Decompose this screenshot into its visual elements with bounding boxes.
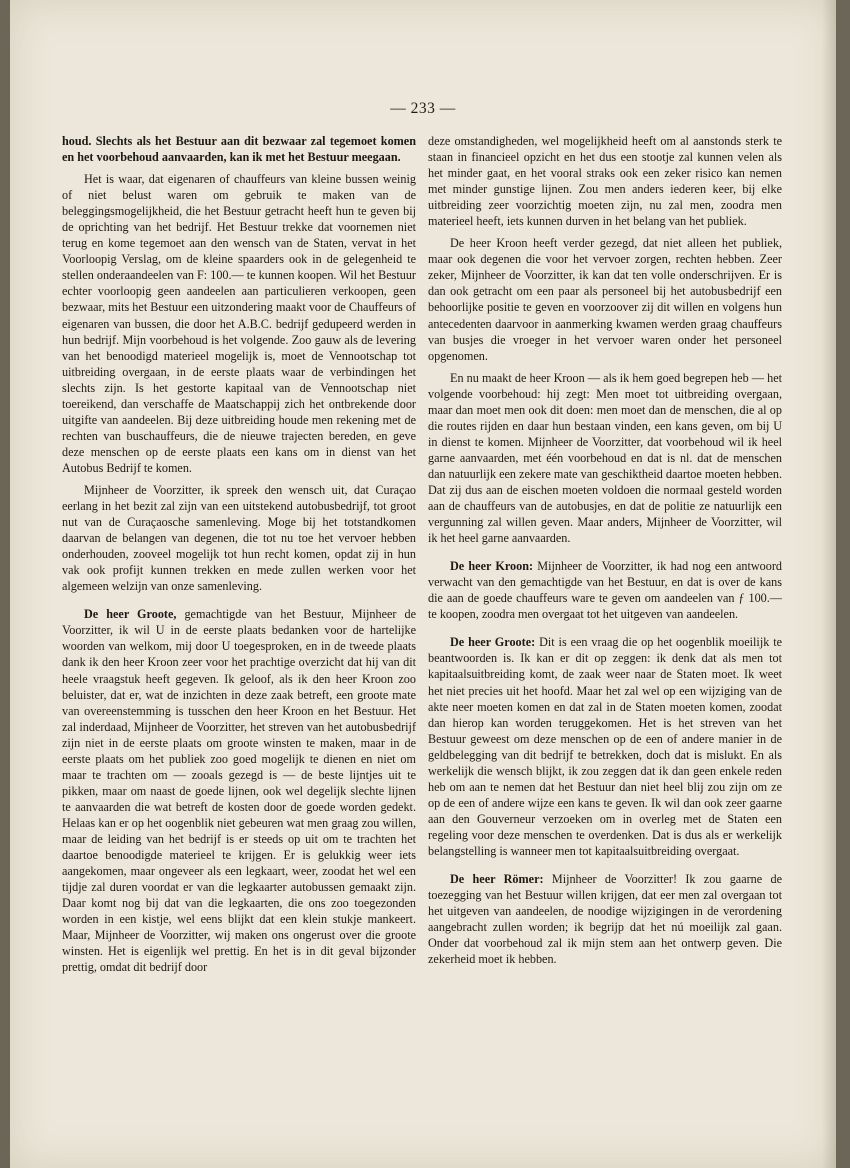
- paragraph-text: gemachtigde van het Bestuur, Mijnheer de Voorzitter, ik wil U in de eerste plaats bedanken voor de hartelijke woorden van welkom, mij door U toegesproken, en in de tweede plaats dank ik den heer Kroon zeer voor het prachtige overzicht dat hij van dit heele vraagstuk heeft gegeven. Ik geloof, als ik den heer Kroon zoo beluister, dat er, wat de inzichten in deze zaak betreft, een groote mate van overeenstemming is tusschen den heer Kroon en het Bestuur. Het zal inderdaad, Mijnheer de Voorzitter, het streven van het autobusbedrijf zijn niet in de eerste plaats om groote winsten te maken, maar in de eerste plaats om het publiek zoo goed mogelijk te dienen en niet om maar te trachten om — zooals gezegd is — de beste lijntjes uit te pikken, maar om naast de goede lijnen, ook wel degelijk slechte lijnen te aanvaarden die wat betreft de kosten door de goede worden gedekt. Helaas kan er op het oogenblik niet gebeuren wat men graag zou willen, maar de leiding van het bedrijf is er steeds op uit om te trachten het daartoe benoodigde materieel te krijgen. Er is gelukkig weer iets aangekomen, maar ongeveer als een legkaart, weer, zoodat het wel een tijdje zal duren voordat er van die legkaarter autobussen gemaakt zijn. Daar komt nog bij dat van die legkaarten, die ons zoo toegezonden worden in een kistje, wel eens blijkt dat een klein stukje mankeert. Maar, Mijnheer de Voorzitter, wij maken ons ongerust over die groote winsten. Het is eigenlijk wel prettig. En het is in dit geval bijzonder prettig, omdat dit bedrijf door: [62, 607, 417, 975]
- speaker-name: De heer Groote:: [450, 635, 536, 650]
- paragraph-text: Mijnheer de Voorzitter! Ik zou gaarne de toezegging van het Bestuur willen krijgen, dat eer men zal overgaan tot het uitgeven van aandeelen, de noodige wijzigingen in de verordening aangebracht zullen worden; ik begrijp dat het nú moeilijk zal gaan. Onder dat voorbehoud zal ik mijn stem aan het ontwerp geven. Die zekerheid moet ik hebben.: [428, 872, 782, 967]
- paragraph: deze omstandigheden, wel mogelijkheid heeft om al aanstonds sterk te staan in financieel opzicht en het dus een stootje zal kunnen velen als het minder gaat, en het vooral straks ook een zeker risico kan nemen met minder gunstige lijnen. Zou men anders iederen keer, bij elke uitbreiding zeer voorzichtig moeten zijn, nu zal men, zoodra men materieel heeft, iets kunnen durven in het belang van het publiek.: [428, 134, 782, 229]
- paragraph: En nu maakt de heer Kroon — als ik hem goed begrepen heb — het volgende voorbehoud: hij zegt: Men moet tot uitbreiding overgaan, maar dan moet men ook dit doen: men moet dan de menschen, die al op die routes rijden en daar hun bestaan vinden, een kans geven, om bij U in dienst te komen. Mijnheer de Voorzitter, dat voorbehoud wil ik heel garne aanvaarden, met één voorbehoud en dat is nl. dat de menschen dan natuurlijk een zekere mate van geschiktheid daartoe moeten hebben. Dat zij dus aan de eischen moeten voldoen die normaal gesteld worden aan de chauffeurs van de autobusjes, en dat de politie ze natuurlijk een vergunning zal willen geven. Maar anders, Mijnheer de Voorzitter, wil ik het heel garne aanvaarden.: [428, 370, 782, 546]
- speaker-name: De heer Römer:: [450, 872, 544, 887]
- paragraph: De heer Kroon heeft verder gezegd, dat niet alleen het publiek, maar ook degenen die voor het vervoer zorgen, rechten hebben. Zeer zeker, Mijnheer de Voorzitter, ik kan dat ten volle onderschrijven. Er is dan ook getracht om een paar als personeel bij het autobusbedrijf een behoorlijke positie te geven en voorzoover zij dit willen en volgens hun antecedenten daarvoor in aanmerking kwamen werden graag chauffeurs van busjes die vroeger in het vervoer waren onder het personeel opgenomen.: [428, 236, 782, 363]
- paragraph: [428, 558, 782, 622]
- paragraph: [62, 606, 416, 975]
- speaker-name: De heer Kroon:: [450, 559, 534, 574]
- paragraph: Mijnheer de Voorzitter, ik spreek den wensch uit, dat Curaçao eerlang in het bezit zal zijn van een uitstekend autobusbedrijf, tot groot nut van de Curaçaosche samenleving. Moge bij het totstandkomen daarvan de belangen van degenen, die tot nu toe het vervoer hebben onderhouden, zooveel mogelijk tot hun recht komen, opdat zij in hun vak ook profijt kunnen trekken en mede zullen werken voor het algemeen welzijn van onze samenleving.: [62, 482, 416, 594]
- paragraph: Het is waar, dat eigenaren of chauffeurs van kleine bussen weinig of niet belust waren om gebruik te maken van de beleggingsmogelijkheid, die het Bestuur getracht heeft hun te geven bij de oprichting van het bedrijf. Het Bestuur trekke dat voornemen niet terug en kome tegemoet aan den wensch van de Staten, vervat in het Voorloopig Verslag, om de kleine spaarders ook in de gelegenheid te stellen onderaandeelen van F: 100.— te kunnen koopen. Wil het Bestuur echter voorloopig geen aandeelen aan particulieren verkoopen, geen bezwaar, mits het Bestuur een uitzondering maakt voor de Chauffeurs of eigenaren van bussen, die door het A.B.C. bedrijf gedupeerd werden in hun bedrijf. Mijn voorbehoud is het volgende. Zoo gauw als de levering van het benoodigd materieel mogelijk is, moet de Vennootschap tot uitbreiding overgaan, in de eerste plaats waar de verbindingen het slechts zijn. Is het gestorte kapitaal van de Vennootschap niet toereikend, dan verschaffe de Maatschappij zich het ontbrekende door uitgifte van aandeelen. Bij deze uitbreiding houde men rekening met de rechten van buschauffeurs, die de nieuwe trajecten bereden, en geve deze menschen op de eerste plaats een kans om in dienst van het Autobus Bedrijf te komen.: [62, 172, 416, 475]
- document-page: [10, 0, 836, 1168]
- paragraph-text: Dit is een vraag die op het oogenblik moeilijk te beantwoorden is. Ik kan er dit op zeggen: ik denk dat als men tot kapitaalsuitbreiding komt, de zaak weer naar de Staten moet. Ik weet het niet precies uit het hoofd. Maar het zal wel op een wijziging van de akte neer moeten komen en dat zal in de Staten moeten komen, zoodat dan hierop kan worden teruggekomen. Het is het streven van het Bestuur geweest om deze menschen op de een of andere manier in de geldbelegging van dit bedrijf te betrekken, doch dat is mislukt. En als werkelijk die wensch blijkt, ik zou zeggen dat ik dan geen enkele reden heb om aan te nemen dat het Bestuur dan niet heel blij zou zijn om ze op de een of andere wijze een kans te geven. Ik wil dan ook zeer gaarne aan den Gouverneur verzoeken om in overleg met de Staten een regeling voor deze menschen te overdenken. Dat is dus als er werkelijk belangstelling is wanneer men tot kapitaalsuitbreiding overgaat.: [428, 635, 782, 858]
- left-column: [62, 133, 416, 975]
- paragraph: [428, 634, 782, 859]
- page-number: — 233 —: [390, 100, 456, 117]
- paragraph-text: Mijnheer de Voorzitter, ik had nog een antwoord verwacht van den gemachtigde van het Bestuur, en dat is over de kans die aan de goede chauffeurs ware te geven om aandeelen van ƒ 100.— te koopen, zoodra men overgaat tot het uitgeven van aandeelen.: [428, 559, 782, 622]
- paragraph: [428, 871, 782, 967]
- paragraph: houd. Slechts als het Bestuur aan dit bezwaar zal tegemoet komen en het voorbehoud aanvaarden, kan ik met het Bestuur meegaan.: [62, 134, 416, 165]
- speaker-name: De heer Groote,: [84, 607, 177, 622]
- right-column: [428, 133, 782, 967]
